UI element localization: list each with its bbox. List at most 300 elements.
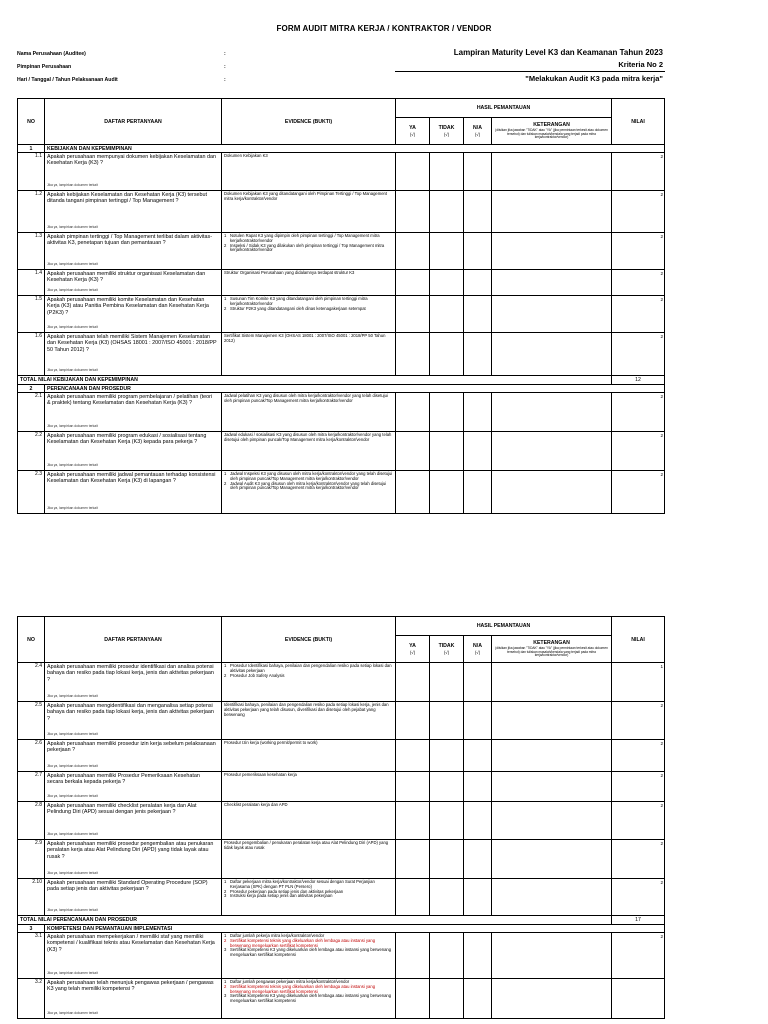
evidence-cell bbox=[222, 933, 396, 979]
score-cell: 2 bbox=[612, 153, 665, 191]
question-cell bbox=[45, 879, 222, 916]
attach-document-note: Jika ya, lampirkan dokumen terkait bbox=[47, 1010, 98, 1015]
question-cell bbox=[45, 393, 222, 432]
attach-document-note: Jika ya, lampirkan dokumen terkait bbox=[47, 423, 98, 428]
question-row bbox=[18, 663, 665, 702]
attach-document-note: Jika ya, lampirkan dokumen terkait bbox=[47, 324, 98, 329]
evidence-index: 2 bbox=[224, 888, 227, 894]
evidence-cell bbox=[222, 393, 396, 432]
evidence-item bbox=[224, 948, 393, 958]
question-text: Apakah perusahaan memiliki Standard Operating Procedure (SOP) pada setiap jenis dan aktivitas pekerjaan ? bbox=[47, 880, 208, 893]
meta-label: Hari / Tanggal / Tahun Pelaksanaan Audit bbox=[17, 77, 118, 83]
question-cell bbox=[45, 270, 222, 296]
evidence-text: Checklist peralatan kerja dan APD bbox=[224, 802, 288, 807]
evidence-text: Prosedur Izin kerja (working permit/permit to work) bbox=[224, 740, 318, 745]
tidak-cell[interactable] bbox=[430, 393, 464, 432]
na-cell[interactable] bbox=[464, 802, 492, 840]
evidence-item bbox=[224, 994, 393, 1004]
na-cell[interactable] bbox=[464, 393, 492, 432]
score-cell bbox=[612, 979, 665, 1019]
score-cell: 2 bbox=[612, 879, 665, 916]
evidence-cell bbox=[222, 740, 396, 772]
evidence-index: 3 bbox=[224, 893, 227, 899]
evidence-cell bbox=[222, 296, 396, 333]
question-cell bbox=[45, 933, 222, 979]
meta-colon: : bbox=[224, 51, 226, 57]
question-text: Apakah perusahaan memiliki Prosedur Pemeriksaan Kesehatan secara berkala kepada pekerja ? bbox=[47, 773, 200, 786]
evidence-index: 3 bbox=[224, 993, 227, 999]
question-number: 2.10 bbox=[18, 879, 45, 916]
keterangan-cell[interactable] bbox=[492, 933, 612, 979]
question-cell bbox=[45, 296, 222, 333]
question-text: Apakah perusahaan mempunyai dokumen kebijakan Keselamatan dan Kesehatan Kerja (K3) ? bbox=[47, 154, 217, 167]
header-na: N/A (√) bbox=[464, 636, 492, 663]
total-label: TOTAL NILAI PERENCANAAN DAN PROSEDUR bbox=[18, 916, 612, 925]
tidak-cell[interactable] bbox=[430, 296, 464, 333]
score-cell: 2 bbox=[612, 333, 665, 376]
header-no: NO bbox=[18, 99, 45, 145]
header-questions: DAFTAR PERTANYAAN bbox=[45, 99, 222, 145]
question-text: Apakah perusahaan memiliki prosedur pengembalian atau penukaran peralatan kerja atau Alat Pelindung Diri (APD) yang tidak layak atau rusak ? bbox=[47, 841, 214, 860]
ya-cell[interactable] bbox=[396, 471, 430, 514]
tidak-cell[interactable] bbox=[430, 333, 464, 376]
question-text: Apakah perusahaan memiliki struktur organisasi Keselamatan dan Kesehatan Kerja (K3) ? bbox=[47, 271, 206, 284]
attach-document-note: Jika ya, lampirkan dokumen terkait bbox=[47, 224, 98, 229]
evidence-index: 1 bbox=[224, 471, 227, 476]
evidence-cell bbox=[222, 879, 396, 916]
question-row bbox=[18, 270, 665, 296]
question-text: Apakah perusahaan memiliki checklist peralatan kerja dan Alat Pelindung Diri (APD) sesuai dengan jenis pekerjaan ? bbox=[47, 803, 197, 816]
evidence-text: Jadwal pelatihan K3 yang disusun oleh mitra kerja/kontraktor/vendor yang telah disetujui oleh pimpinan puncak/Top Management mitra kerja/kontraktor/vendor bbox=[224, 393, 388, 403]
score-cell: 2 bbox=[612, 840, 665, 879]
evidence-text: Prosedur pemeriksaan kesehatan kerja bbox=[224, 772, 297, 777]
lampiran-title: Lampiran Maturity Level K3 dan Keamanan Tahun 2023 bbox=[453, 48, 663, 57]
total-row bbox=[18, 916, 665, 925]
question-row bbox=[18, 191, 665, 233]
question-text: Apakah kebijakan Keselamatan dan Kesehatan Kerja (K3) tersebut ditanda tangani pimpinan tertinggi / Top Management ? bbox=[47, 192, 208, 205]
evidence-index: 1 bbox=[224, 933, 227, 938]
question-cell bbox=[45, 979, 222, 1019]
header-score: NILAI bbox=[612, 99, 665, 145]
ya-cell[interactable] bbox=[396, 296, 430, 333]
ya-cell[interactable] bbox=[396, 432, 430, 471]
evidence-index: 2 bbox=[224, 672, 227, 678]
ya-cell[interactable] bbox=[396, 933, 430, 979]
question-number: 1.1 bbox=[18, 153, 45, 191]
tidak-cell[interactable] bbox=[430, 979, 464, 1019]
evidence-index: 1 bbox=[224, 233, 227, 238]
tidak-cell[interactable] bbox=[430, 740, 464, 772]
evidence-text: Inspeksi / Sidak K3 yang dilakukan oleh pimpinan tertinggi / Top Management mitra kerja/kontraktor/vendor bbox=[230, 242, 385, 253]
attach-document-note: Jika ya, lampirkan dokumen terkait bbox=[47, 763, 98, 768]
tidak-cell[interactable] bbox=[430, 153, 464, 191]
question-cell bbox=[45, 153, 222, 191]
header-remarks: KETERANGAN (diisikan jika jawaban "TIDAK" atau "YA" (jika permintaan terkesit atau dokumen tersebut) dan tuliskan masalah/kendala yang terjadi pada mitra kerja/kontraktor/vendor) bbox=[492, 118, 612, 145]
header-monitoring-result: HASIL PEMANTAUAN bbox=[396, 99, 612, 118]
header-monitoring-result: HASIL PEMANTAUAN bbox=[396, 617, 612, 636]
keterangan-cell[interactable] bbox=[492, 979, 612, 1019]
question-cell bbox=[45, 802, 222, 840]
evidence-text: Sertifikat kompetensi teknis yang dikeluarkan oleh lembaga atau instansi yang berwenang mengeluarkan sertifikat kompetensi bbox=[230, 983, 376, 994]
attach-document-note: Jika ya, lampirkan dokumen terkait bbox=[47, 793, 98, 798]
score-cell: 1 bbox=[612, 663, 665, 702]
attach-document-note: Jika ya, lampirkan dokumen terkait bbox=[47, 907, 98, 912]
question-row bbox=[18, 802, 665, 840]
evidence-text: Susunan Tim Komite K3 yang ditandatangani oleh pimpinan tertinggi mitra kerja/kontraktor/vendor bbox=[230, 296, 368, 306]
question-number: 2.2 bbox=[18, 432, 45, 471]
question-text: Apakah perusahaan memiliki komite Keselamatan dan Kesehatan Kerja (K3) atau Panitia Pembina Keselamatan dan Kesehatan Kerja (P2K3) ? bbox=[47, 297, 209, 316]
ya-cell[interactable] bbox=[396, 333, 430, 376]
evidence-item bbox=[224, 773, 393, 778]
na-cell[interactable] bbox=[464, 979, 492, 1019]
na-cell[interactable] bbox=[464, 333, 492, 376]
keterangan-cell[interactable] bbox=[492, 153, 612, 191]
section-number: 2 bbox=[18, 385, 45, 393]
ya-cell[interactable] bbox=[396, 270, 430, 296]
evidence-item bbox=[224, 841, 393, 851]
na-cell[interactable] bbox=[464, 740, 492, 772]
question-cell bbox=[45, 840, 222, 879]
question-number: 2.6 bbox=[18, 740, 45, 772]
na-cell[interactable] bbox=[464, 879, 492, 916]
question-number: 1.5 bbox=[18, 296, 45, 333]
score-cell: 2 bbox=[612, 393, 665, 432]
score-cell: 2 bbox=[612, 933, 665, 979]
na-cell[interactable] bbox=[464, 772, 492, 802]
evidence-item bbox=[224, 674, 393, 679]
keterangan-cell[interactable] bbox=[492, 233, 612, 270]
evidence-index: 2 bbox=[224, 305, 227, 311]
score-cell: 2 bbox=[612, 471, 665, 514]
attach-document-note: Jika ya, lampirkan dokumen terkait bbox=[47, 287, 98, 292]
score-cell: 2 bbox=[612, 432, 665, 471]
tidak-cell[interactable] bbox=[430, 802, 464, 840]
keterangan-cell[interactable] bbox=[492, 702, 612, 740]
evidence-index: 1 bbox=[224, 296, 227, 301]
keterangan-cell[interactable] bbox=[492, 740, 612, 772]
attach-document-note: Jika ya, lampirkan dokumen terkait bbox=[47, 831, 98, 836]
evidence-item bbox=[224, 154, 393, 159]
section-title: KEBIJAKAN DAN KEPEMIMPINAN bbox=[45, 145, 665, 153]
evidence-cell bbox=[222, 979, 396, 1019]
question-cell bbox=[45, 702, 222, 740]
header-yes: YA (√) bbox=[396, 118, 430, 145]
na-cell[interactable] bbox=[464, 191, 492, 233]
tidak-cell[interactable] bbox=[430, 933, 464, 979]
attach-document-note: Jika ya, lampirkan dokumen terkait bbox=[47, 693, 98, 698]
na-cell[interactable] bbox=[464, 233, 492, 270]
total-label: TOTAL NILAI KEBIJAKAN DAN KEPEMIMPINAN bbox=[18, 376, 612, 385]
header-evidence: EVIDENCE (BUKTI) bbox=[222, 99, 396, 145]
evidence-item bbox=[224, 803, 393, 808]
evidence-text: Daftar jumlah pengawas pekerjaan mitra kerja/kontraktor/vendor bbox=[230, 979, 350, 984]
evidence-cell bbox=[222, 333, 396, 376]
ya-cell[interactable] bbox=[396, 979, 430, 1019]
evidence-index: 2 bbox=[224, 937, 227, 943]
evidence-text: Struktur P2K3 yang ditandatangani oleh dinas ketenagakerjaan setempat bbox=[230, 305, 366, 311]
question-row bbox=[18, 933, 665, 979]
evidence-text: Struktur Organisasi Perusahaan yang didalamnya terdapat struktur K3 bbox=[224, 270, 355, 275]
question-row bbox=[18, 432, 665, 471]
section-title: KOMPETENSI DAN PEMANTAUAN IMPLEMENTASI bbox=[45, 925, 665, 933]
question-number: 3.1 bbox=[18, 933, 45, 979]
question-number: 2.8 bbox=[18, 802, 45, 840]
evidence-item bbox=[224, 741, 393, 746]
ya-cell[interactable] bbox=[396, 702, 430, 740]
tidak-cell[interactable] bbox=[430, 270, 464, 296]
evidence-item bbox=[224, 894, 393, 899]
evidence-item bbox=[224, 394, 393, 404]
evidence-text: Identifikasi bahaya, penilaian dan pengendalian resiko pada setiap lokasi kerja, jenis dan aktivitas pekerjaan yang telah disusun, diverifikasi dan disetujui oleh pejabat yang berwenang bbox=[224, 702, 389, 717]
section-title: PERENCANAAN DAN PROSEDUR bbox=[45, 385, 665, 393]
question-row bbox=[18, 879, 665, 916]
question-text: Apakah perusahaan mengidentifikasi dan menganalisa setiap potensi bahaya dan resiko pada tiap lokasi kerja, jenis dan aktivitas pekerjaan ? bbox=[47, 703, 214, 722]
question-cell bbox=[45, 772, 222, 802]
question-row bbox=[18, 772, 665, 802]
evidence-index: 3 bbox=[224, 947, 227, 953]
evidence-text: Jadwal Inspeksi K3 yang disusun oleh mitra kerja/kontraktor/vendor yang telah disetujui oleh pimpinan puncak/Top Management mitra kerja/kontraktor/vendor bbox=[230, 471, 393, 481]
evidence-index: 1 bbox=[224, 879, 227, 884]
attach-document-note: Jika ya, lampirkan dokumen terkait bbox=[47, 182, 98, 187]
tidak-cell[interactable] bbox=[430, 772, 464, 802]
header-yes: YA (√) bbox=[396, 636, 430, 663]
evidence-text: Sertifikat Sistem Manajemen K3 (OHSAS 18001 : 2007/ISO 45001 : 2018/PP 50 Tahun 2012) bbox=[224, 333, 386, 343]
question-number: 1.6 bbox=[18, 333, 45, 376]
score-cell: 2 bbox=[612, 740, 665, 772]
na-cell[interactable] bbox=[464, 663, 492, 702]
evidence-cell bbox=[222, 153, 396, 191]
header-na: N/A (√) bbox=[464, 118, 492, 145]
tidak-cell[interactable] bbox=[430, 471, 464, 514]
keterangan-cell[interactable] bbox=[492, 840, 612, 879]
attach-document-note: Jika ya, lampirkan dokumen terkait bbox=[47, 505, 98, 510]
keterangan-cell[interactable] bbox=[492, 471, 612, 514]
question-row bbox=[18, 979, 665, 1019]
evidence-text: Sertifikat kompetensi K3 yang dikeluarkan oleh lembaga atau instansi yang berwenang mengeluarkan sertifikat kompetensi bbox=[230, 947, 392, 958]
evidence-cell bbox=[222, 191, 396, 233]
keterangan-cell[interactable] bbox=[492, 663, 612, 702]
evidence-index: 1 bbox=[224, 663, 227, 668]
ya-cell[interactable] bbox=[396, 191, 430, 233]
question-text: Apakah perusahaan memiliki jadwal pemantauan terhadap konsistensi Keselamatan dan Kesehatan Kerja (K3) di lapangan ? bbox=[47, 472, 216, 485]
na-cell[interactable] bbox=[464, 471, 492, 514]
ya-cell[interactable] bbox=[396, 879, 430, 916]
tidak-cell[interactable] bbox=[430, 663, 464, 702]
question-text: Apakah pimpinan tertinggi / Top Management terlibat dalam aktivitas-aktivitas K3, penetapan tujuan dan pemantauan ? bbox=[47, 234, 213, 247]
attach-document-note: Jika ya, lampirkan dokumen terkait bbox=[47, 970, 98, 975]
total-value: 17 bbox=[612, 916, 665, 925]
tidak-cell[interactable] bbox=[430, 840, 464, 879]
na-cell[interactable] bbox=[464, 840, 492, 879]
question-text: Apakah perusahaan mempekerjakan / memiliki staf yang memiliki kompetensi / kualifikasi teknis atau Keselamatan dan Kesehatan Kerja (K3) ? bbox=[47, 934, 215, 953]
evidence-text: Jadwal edukasi / sosialisasi K3 yang disusun oleh mitra kerja/kontraktor/vendor yang telah disetujui oleh pimpinan puncak/Top Management mitra kerja/kontraktor/vendor bbox=[224, 432, 392, 442]
tidak-cell[interactable] bbox=[430, 432, 464, 471]
lampiran-criteria: Kriteria No 2 bbox=[618, 60, 663, 69]
evidence-cell bbox=[222, 471, 396, 514]
question-number: 1.2 bbox=[18, 191, 45, 233]
score-cell: 2 bbox=[612, 296, 665, 333]
attach-document-note: Jika ya, lampirkan dokumen terkait bbox=[47, 462, 98, 467]
lampiran-quote: "Melakukan Audit K3 pada mitra kerja" bbox=[525, 74, 663, 83]
ya-cell[interactable] bbox=[396, 393, 430, 432]
question-row bbox=[18, 471, 665, 514]
question-row bbox=[18, 296, 665, 333]
evidence-cell bbox=[222, 663, 396, 702]
question-cell bbox=[45, 740, 222, 772]
meta-colon: : bbox=[224, 77, 226, 83]
header-evidence: EVIDENCE (BUKTI) bbox=[222, 617, 396, 663]
question-row bbox=[18, 840, 665, 879]
score-cell: 2 bbox=[612, 191, 665, 233]
header-remarks: KETERANGAN (diisikan jika jawaban "TIDAK" atau "YA" (jika permintaan terkesit atau dokumen tersebut) dan tuliskan masalah/kendala yang terjadi pada mitra kerja/kontraktor/vendor) bbox=[492, 636, 612, 663]
question-text: Apakah perusahaan memiliki prosedur identifikasi dan analisa potensi bahaya dan resiko pada tiap lokasi kerja, jenis dan aktivitas pekerjaan ? bbox=[47, 664, 214, 683]
keterangan-cell[interactable] bbox=[492, 432, 612, 471]
tidak-cell[interactable] bbox=[430, 879, 464, 916]
attach-document-note: Jika ya, lampirkan dokumen terkait bbox=[47, 261, 98, 266]
meta-label: Nama Perusahaan (Auditee) bbox=[17, 51, 86, 57]
total-row bbox=[18, 376, 665, 385]
attach-document-note: Jika ya, lampirkan dokumen terkait bbox=[47, 731, 98, 736]
score-cell: 2 bbox=[612, 702, 665, 740]
na-cell[interactable] bbox=[464, 153, 492, 191]
question-text: Apakah perusahaan memiliki program pembelajaran / pelatihan (teori & praktek) tentang Keselamatan dan Kesehatan Kerja (K3) ? bbox=[47, 394, 213, 407]
question-cell bbox=[45, 432, 222, 471]
evidence-item bbox=[224, 433, 393, 443]
attach-document-note: Jika ya, lampirkan dokumen terkait bbox=[47, 367, 98, 372]
question-number: 3.2 bbox=[18, 979, 45, 1019]
na-cell[interactable] bbox=[464, 432, 492, 471]
evidence-text: Prosedur Identifikasi bahaya, penilaian dan pengendalian resiko pada setiap lokasi dan aktivitas pekerjaan bbox=[230, 663, 392, 673]
question-number: 2.9 bbox=[18, 840, 45, 879]
score-cell: 2 bbox=[612, 270, 665, 296]
keterangan-cell[interactable] bbox=[492, 270, 612, 296]
question-cell bbox=[45, 333, 222, 376]
score-cell: 2 bbox=[612, 233, 665, 270]
question-number: 2.3 bbox=[18, 471, 45, 514]
audit-table-page-1 bbox=[17, 98, 665, 514]
score-cell: 2 bbox=[612, 772, 665, 802]
evidence-text: Prosedur Job Safety Analysis bbox=[230, 672, 285, 678]
header-questions: DAFTAR PERTANYAAN bbox=[45, 617, 222, 663]
evidence-text: Instruksi kerja pada setiap jenis dan aktivitas pekerjaan bbox=[230, 893, 333, 899]
keterangan-cell[interactable] bbox=[492, 772, 612, 802]
evidence-item bbox=[224, 307, 393, 312]
question-cell bbox=[45, 233, 222, 270]
evidence-text: Sertifikat kompetensi K3 yang dikeluarkan oleh lembaga atau instansi yang berwenang mengeluarkan sertifikat kompetensi bbox=[230, 993, 392, 1004]
question-row bbox=[18, 740, 665, 772]
evidence-item bbox=[224, 271, 393, 276]
question-number: 2.1 bbox=[18, 393, 45, 432]
ya-cell[interactable] bbox=[396, 153, 430, 191]
score-cell: 2 bbox=[612, 802, 665, 840]
keterangan-cell[interactable] bbox=[492, 296, 612, 333]
question-text: Apakah perusahaan telah menunjuk pengawas pekerjaan / pengawas K3 yang telah memiliki kompetensi ? bbox=[47, 980, 214, 993]
ya-cell[interactable] bbox=[396, 740, 430, 772]
evidence-cell bbox=[222, 702, 396, 740]
evidence-text: Jadwal Audit K3 yang disusun oleh mitra kerja/kontraktor/vendor yang telah disetujui oleh pimpinan puncak/Top Management mitra kerja/kontraktor/vendor bbox=[230, 480, 387, 491]
evidence-text: Daftar jumlah pekerja mitra kerja/kontraktor/vendor bbox=[230, 933, 325, 938]
tidak-cell[interactable] bbox=[430, 233, 464, 270]
section-number: 1 bbox=[18, 145, 45, 153]
keterangan-cell[interactable] bbox=[492, 333, 612, 376]
tidak-cell[interactable] bbox=[430, 702, 464, 740]
question-number: 2.7 bbox=[18, 772, 45, 802]
na-cell[interactable] bbox=[464, 270, 492, 296]
ya-cell[interactable] bbox=[396, 663, 430, 702]
na-cell[interactable] bbox=[464, 296, 492, 333]
ya-cell[interactable] bbox=[396, 772, 430, 802]
evidence-item bbox=[224, 703, 393, 717]
ya-cell[interactable] bbox=[396, 233, 430, 270]
evidence-text: Dokumen Kebijakan K3 yang ditandatangani oleh Pimpinan Tertinggi / Top Management mitra kerja/kontraktor/vendor bbox=[224, 191, 388, 201]
section-row bbox=[18, 385, 665, 393]
attach-document-note: Jika ya, lampirkan dokumen terkait bbox=[47, 870, 98, 875]
ya-cell[interactable] bbox=[396, 840, 430, 879]
keterangan-cell[interactable] bbox=[492, 191, 612, 233]
evidence-index: 1 bbox=[224, 979, 227, 984]
header-no-answer: TIDAK (√) bbox=[430, 636, 464, 663]
question-row bbox=[18, 153, 665, 191]
section-number: 3 bbox=[18, 925, 45, 933]
header-no: NO bbox=[18, 617, 45, 663]
question-row bbox=[18, 702, 665, 740]
section-row bbox=[18, 925, 665, 933]
tidak-cell[interactable] bbox=[430, 191, 464, 233]
evidence-cell bbox=[222, 432, 396, 471]
header-no-answer: TIDAK (√) bbox=[430, 118, 464, 145]
evidence-item bbox=[224, 334, 393, 344]
evidence-item bbox=[224, 244, 393, 254]
question-text: Apakah perusahaan memiliki program edukasi / sosialisasi tentang Keselamatan dan Kesehatan Kerja (K3) kepada para pekerja ? bbox=[47, 433, 207, 446]
question-text: Apakah perusahaan memiliki prosedur izin kerja sebelum pelaksanaan pekerjaan ? bbox=[47, 741, 216, 754]
evidence-text: Daftar pekerjaan mitra kerja/kontraktor/vendor sesuai dengan Surat Perjanjian Kerjasama (SPK) dengan PT PLN (Persero) bbox=[230, 879, 375, 889]
evidence-text: Prosedur pekerjaan pada setiap jenis dan aktivitas pekerjaan bbox=[230, 888, 344, 894]
question-number: 2.5 bbox=[18, 702, 45, 740]
question-cell bbox=[45, 191, 222, 233]
question-row bbox=[18, 333, 665, 376]
lampiran-divider bbox=[395, 71, 665, 72]
meta-colon: : bbox=[224, 64, 226, 70]
evidence-index: 2 bbox=[224, 983, 227, 989]
keterangan-cell[interactable] bbox=[492, 393, 612, 432]
question-number: 2.4 bbox=[18, 663, 45, 702]
ya-cell[interactable] bbox=[396, 802, 430, 840]
na-cell[interactable] bbox=[464, 933, 492, 979]
question-number: 1.3 bbox=[18, 233, 45, 270]
section-row bbox=[18, 145, 665, 153]
total-value: 12 bbox=[612, 376, 665, 385]
form-title: FORM AUDIT MITRA KERJA / KONTRAKTOR / VENDOR bbox=[276, 24, 492, 33]
question-cell bbox=[45, 663, 222, 702]
evidence-text: Dokumen Kebijakan K3 bbox=[224, 153, 268, 158]
question-row bbox=[18, 393, 665, 432]
audit-table-page-2 bbox=[17, 616, 665, 1019]
evidence-item bbox=[224, 192, 393, 202]
evidence-cell bbox=[222, 233, 396, 270]
na-cell[interactable] bbox=[464, 702, 492, 740]
keterangan-cell[interactable] bbox=[492, 802, 612, 840]
evidence-text: Prosedur pengembalian / penukaran peralatan kerja atau Alat Pelindung Diri (APD) yang tidak layak atau rusak bbox=[224, 840, 389, 850]
keterangan-cell[interactable] bbox=[492, 879, 612, 916]
evidence-cell bbox=[222, 772, 396, 802]
question-row bbox=[18, 233, 665, 270]
evidence-cell bbox=[222, 802, 396, 840]
evidence-cell bbox=[222, 270, 396, 296]
question-cell bbox=[45, 471, 222, 514]
evidence-item bbox=[224, 482, 393, 492]
question-number: 1.4 bbox=[18, 270, 45, 296]
evidence-index: 2 bbox=[224, 480, 227, 486]
